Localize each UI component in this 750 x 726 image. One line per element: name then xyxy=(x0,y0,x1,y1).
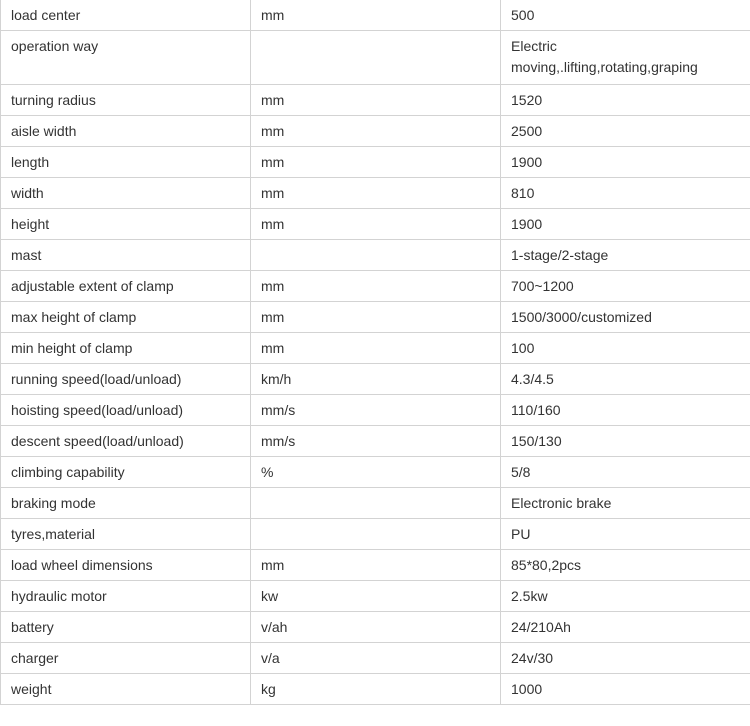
value-cell: 810 xyxy=(501,178,750,209)
value-cell: 700~1200 xyxy=(501,271,750,302)
value-cell: 1900 xyxy=(501,147,750,178)
unit-cell xyxy=(251,240,501,271)
parameter-cell: operation way xyxy=(1,31,251,85)
value-cell: 500 xyxy=(501,0,750,31)
parameter-cell: aisle width xyxy=(1,116,251,147)
value-cell: 85*80,2pcs xyxy=(501,550,750,581)
value-cell: 5/8 xyxy=(501,457,750,488)
table-row xyxy=(1,333,750,364)
table-row xyxy=(1,581,750,612)
unit-cell: kg xyxy=(251,674,501,705)
value-cell: 150/130 xyxy=(501,426,750,457)
unit-cell: mm xyxy=(251,0,501,31)
table-row xyxy=(1,426,750,457)
value-cell: 1500/3000/customized xyxy=(501,302,750,333)
unit-cell: mm xyxy=(251,147,501,178)
value-cell: PU xyxy=(501,519,750,550)
value-cell: 2500 xyxy=(501,116,750,147)
table-row xyxy=(1,302,750,333)
unit-cell xyxy=(251,519,501,550)
table-row xyxy=(1,612,750,643)
unit-cell: mm xyxy=(251,271,501,302)
value-cell: 24v/30 xyxy=(501,643,750,674)
value-cell: 1900 xyxy=(501,209,750,240)
table-row xyxy=(1,209,750,240)
parameter-cell: running speed(load/unload) xyxy=(1,364,251,395)
parameter-cell: hoisting speed(load/unload) xyxy=(1,395,251,426)
parameter-cell: min height of clamp xyxy=(1,333,251,364)
value-cell: 110/160 xyxy=(501,395,750,426)
table-row xyxy=(1,240,750,271)
table-row xyxy=(1,116,750,147)
parameter-cell: hydraulic motor xyxy=(1,581,251,612)
parameter-cell: braking mode xyxy=(1,488,251,519)
unit-cell: % xyxy=(251,457,501,488)
table-row xyxy=(1,643,750,674)
table-row xyxy=(1,457,750,488)
value-line: Electric xyxy=(511,38,557,54)
parameter-cell: load wheel dimensions xyxy=(1,550,251,581)
unit-cell: mm xyxy=(251,302,501,333)
parameter-cell: tyres,material xyxy=(1,519,251,550)
parameter-cell: weight xyxy=(1,674,251,705)
table-row xyxy=(1,395,750,426)
parameter-cell: width xyxy=(1,178,251,209)
parameter-cell: adjustable extent of clamp xyxy=(1,271,251,302)
parameter-cell: load center xyxy=(1,0,251,31)
table-row xyxy=(1,85,750,116)
unit-cell: v/ah xyxy=(251,612,501,643)
parameter-cell: charger xyxy=(1,643,251,674)
parameter-cell: mast xyxy=(1,240,251,271)
unit-cell: mm xyxy=(251,209,501,240)
value-cell: 24/210Ah xyxy=(501,612,750,643)
unit-cell: km/h xyxy=(251,364,501,395)
table-row xyxy=(1,178,750,209)
value-cell: 100 xyxy=(501,333,750,364)
spec-table-body xyxy=(1,0,750,705)
unit-cell: mm xyxy=(251,333,501,364)
table-row xyxy=(1,488,750,519)
parameter-cell: battery xyxy=(1,612,251,643)
value-cell: 1520 xyxy=(501,85,750,116)
value-cell: 1000 xyxy=(501,674,750,705)
value-cell: 2.5kw xyxy=(501,581,750,612)
unit-cell xyxy=(251,488,501,519)
unit-cell: mm xyxy=(251,550,501,581)
value-cell: 1-stage/2-stage xyxy=(501,240,750,271)
table-row xyxy=(1,31,750,85)
unit-cell: mm xyxy=(251,178,501,209)
unit-cell xyxy=(251,31,501,85)
parameter-cell: descent speed(load/unload) xyxy=(1,426,251,457)
table-row xyxy=(1,0,750,31)
unit-cell: mm/s xyxy=(251,395,501,426)
table-row xyxy=(1,519,750,550)
unit-cell: mm xyxy=(251,116,501,147)
unit-cell: mm xyxy=(251,85,501,116)
unit-cell: kw xyxy=(251,581,501,612)
unit-cell: v/a xyxy=(251,643,501,674)
table-row xyxy=(1,550,750,581)
table-row xyxy=(1,674,750,705)
value-cell xyxy=(501,31,750,85)
table-row xyxy=(1,271,750,302)
parameter-cell: length xyxy=(1,147,251,178)
table-row xyxy=(1,147,750,178)
value-cell: Electronic brake xyxy=(501,488,750,519)
parameter-cell: max height of clamp xyxy=(1,302,251,333)
table-row xyxy=(1,364,750,395)
value-line: moving,.lifting,rotating,graping xyxy=(511,59,698,75)
parameter-cell: height xyxy=(1,209,251,240)
value-cell: 4.3/4.5 xyxy=(501,364,750,395)
unit-cell: mm/s xyxy=(251,426,501,457)
parameter-cell: turning radius xyxy=(1,85,251,116)
parameter-cell: climbing capability xyxy=(1,457,251,488)
